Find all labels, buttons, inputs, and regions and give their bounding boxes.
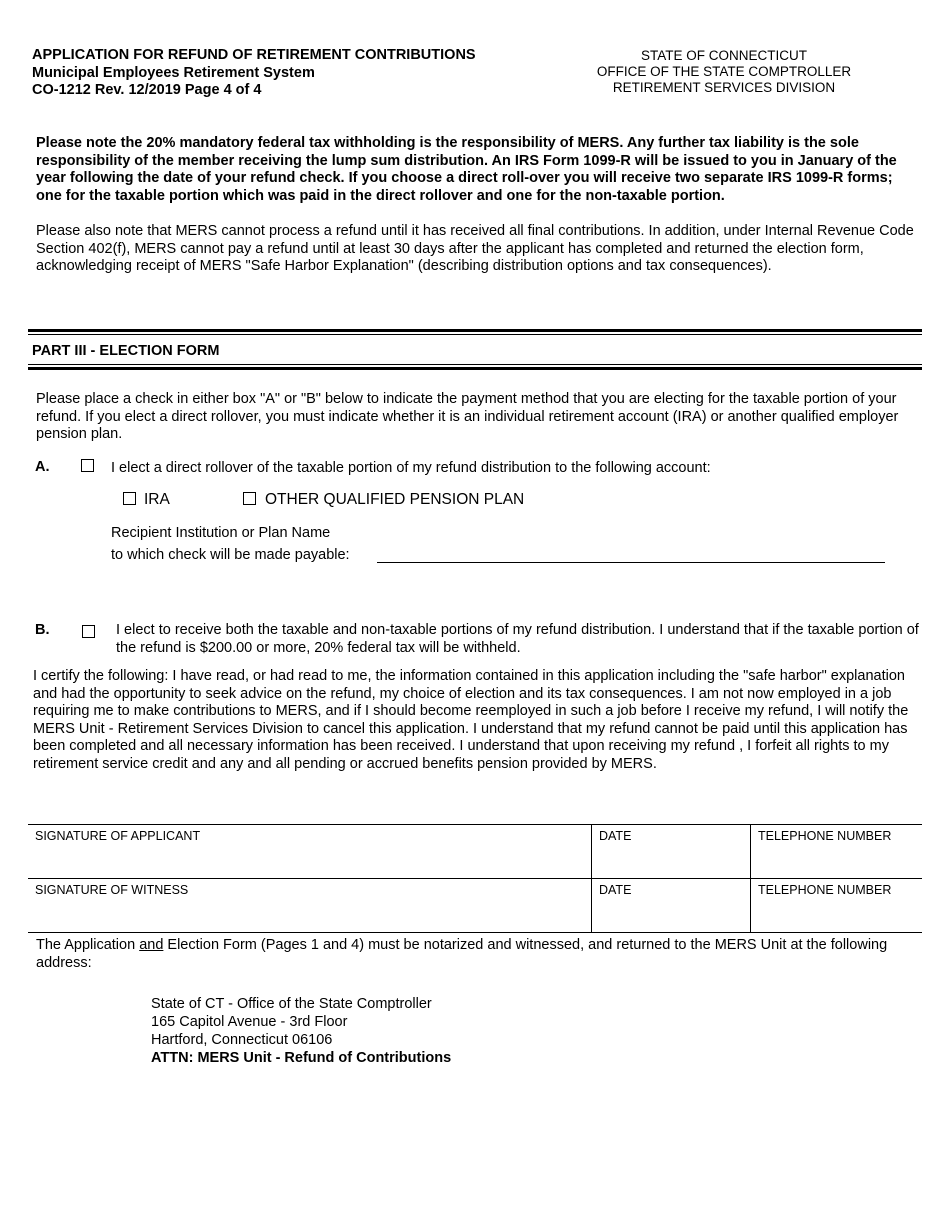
witness-date-field[interactable] [592, 879, 751, 933]
option-b-text: I elect to receive both the taxable and non-taxable portions of my refund distribution. I understand that if the taxable portion of the refund is $200.00 or more, 20% federal tax will be withheld. [116, 622, 919, 656]
witness-signature-field[interactable] [28, 879, 592, 933]
recipient-label-line: to which check will be made payable: [111, 547, 350, 563]
address-attn: ATTN: MERS Unit - Refund of Contributions [151, 1050, 452, 1066]
election-instructions: Please place a check in either box "A" or "B" below to indicate the payment method that you are electing for the taxable portion of your refund. If you elect a direct rollover, you must indicate whether it is an individual retirement account (IRA) or another qualified employer pension plan. [36, 391, 899, 442]
recipient-label-line: Recipient Institution or Plan Name [111, 525, 331, 541]
phone-label: TELEPHONE NUMBER [758, 829, 892, 843]
witness-phone-field[interactable] [751, 879, 923, 933]
phone-label: TELEPHONE NUMBER [758, 883, 892, 897]
form-title: APPLICATION FOR REFUND OF RETIREMENT CONTRIBUTIONS [32, 47, 476, 63]
applicant-phone-field[interactable] [751, 825, 923, 879]
mailing-address [151, 995, 451, 1067]
divider [28, 364, 922, 365]
signature-table [28, 824, 922, 933]
date-label: DATE [599, 829, 632, 843]
certification-text: I certify the following: I have read, or had read to me, the information contained in this application including the "safe harbor" explanation and had the opportunity to seek advice on the refund, my choice of election and its tax consequences. I am not now employed in a job requiring me to make contributions to MERS, and if I should become reemployed in such a job before I receive my refund, I will notify the MERS Unit - Retirement Services Division to cancel this application. I understand that my refund cannot be paid until this application has been completed and all necessary information has been received. I understand that upon receiving my refund , I forfeit all rights to my retirement service credit and any and all pending or accrued benefits pension provided by MERS. [33, 668, 909, 772]
option-a-checkbox[interactable] [81, 459, 94, 472]
option-a-letter: A. [35, 459, 50, 475]
form-id: CO-1212 Rev. 12/2019 Page 4 of 4 [32, 82, 262, 98]
mailing-notice-text: Election Form (Pages 1 and 4) must be notarized and witnessed, and returned to the MERS Unit at the following address: [36, 937, 888, 971]
mailing-notice-emphasis: and [139, 937, 164, 953]
ira-checkbox[interactable] [123, 492, 136, 505]
ira-label: IRA [144, 491, 170, 508]
agency-line: STATE OF CONNECTICUT [641, 48, 807, 63]
tax-notice: Please note the 20% mandatory federal tax withholding is the responsibility of MERS. Any further tax liability is the sole responsibility of the member receiving the lump sum distribution. An IRS Form 1099-R will be issued to you in January of the year following the date of your refund check. If you choose a direct roll-over you will receive two separate IRS 1099-R forms; one for the taxable portion which was paid in the direct rollover and one for the non-taxable portion. [36, 135, 897, 204]
processing-notice: Please also note that MERS cannot process a refund until it has received all final contributions. In addition, under Internal Revenue Code Section 402(f), MERS cannot pay a refund until at least 30 days after the applicant has completed and returned the election form, acknowledging receipt of MERS "Safe Harbor Explanation" (describing distribution options and tax consequences). [36, 223, 914, 274]
date-label: DATE [599, 883, 632, 897]
address-line: Hartford, Connecticut 06106 [151, 1032, 333, 1048]
option-b-checkbox[interactable] [82, 625, 95, 638]
applicant-signature-label: SIGNATURE OF APPLICANT [35, 829, 201, 843]
option-a-text: I elect a direct rollover of the taxable portion of my refund distribution to the following account: [111, 460, 711, 476]
divider [28, 329, 922, 332]
address-line: State of CT - Office of the State Comptroller [151, 996, 432, 1012]
option-b-letter: B. [35, 622, 50, 638]
mailing-notice-text: The Application [36, 937, 140, 953]
other-plan-checkbox[interactable] [243, 492, 256, 505]
form-subtitle: Municipal Employees Retirement System [32, 64, 315, 81]
witness-signature-label: SIGNATURE OF WITNESS [35, 883, 189, 897]
divider [28, 367, 922, 370]
other-plan-label: OTHER QUALIFIED PENSION PLAN [265, 491, 525, 508]
part3-heading: PART III - ELECTION FORM [32, 343, 220, 359]
applicant-signature-field[interactable] [28, 825, 592, 879]
mailing-notice [36, 937, 916, 972]
form-header [32, 47, 476, 100]
recipient-input[interactable] [377, 546, 885, 563]
agency-block [560, 48, 888, 96]
agency-line: OFFICE OF THE STATE COMPTROLLER [596, 64, 852, 79]
recipient-label [111, 522, 350, 566]
agency-line: RETIREMENT SERVICES DIVISION [612, 80, 836, 95]
applicant-date-field[interactable] [592, 825, 751, 879]
signature-row-witness [28, 879, 922, 933]
address-line: 165 Capitol Avenue - 3rd Floor [151, 1014, 348, 1030]
divider [28, 334, 922, 335]
signature-row-applicant [28, 825, 922, 879]
